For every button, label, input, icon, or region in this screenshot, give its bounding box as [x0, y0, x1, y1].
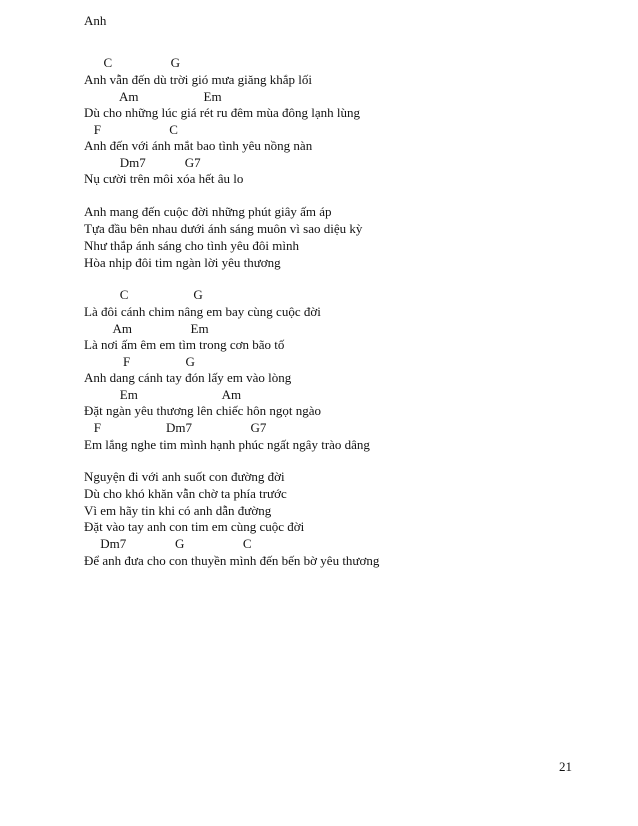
- chord-line: C G: [84, 55, 181, 70]
- chord-line: Dm7 G C: [84, 536, 252, 551]
- lyric-line: Anh mang đến cuộc đời những phút giây ấm áp: [84, 204, 332, 219]
- chord-line: Dm7 G7: [84, 155, 201, 170]
- chord-line: F C: [84, 122, 178, 137]
- lyric-line: Anh vẫn đến dù trời gió mưa giăng khắp lối: [84, 72, 313, 87]
- lyric-line: Để anh đưa cho con thuyền mình đến bến bờ yêu thương: [84, 553, 380, 568]
- lyric-line: Nguyện đi với anh suốt con đường đời: [84, 469, 285, 484]
- chord-line: Am Em: [84, 321, 209, 336]
- lyric-line: Em lắng nghe tim mình hạnh phúc ngất ngây trào dâng: [84, 437, 370, 452]
- lyric-line: Hòa nhịp đôi tim ngàn lời yêu thương: [84, 255, 281, 270]
- chord-line: Am Em: [84, 89, 222, 104]
- lyric-line: Vì em hãy tin khi có anh dẫn đường: [84, 503, 272, 518]
- lyric-line: Đặt vào tay anh con tim em cùng cuộc đời: [84, 519, 305, 534]
- lyric-line: Đặt ngàn yêu thương lên chiếc hôn ngọt ngào: [84, 403, 322, 418]
- lyric-line: Dù cho khó khăn vẫn chờ ta phía trước: [84, 486, 287, 501]
- lyric-line: Nụ cười trên môi xóa hết âu lo: [84, 171, 244, 186]
- chord-line: F G: [84, 354, 195, 369]
- page-number: 21: [559, 759, 572, 774]
- lyric-line: Anh: [84, 13, 107, 28]
- chord-line: F Dm7 G7: [84, 420, 267, 435]
- lyric-line: Như thắp ánh sáng cho tình yêu đôi mình: [84, 238, 300, 253]
- lyric-line: Anh dang cánh tay đón lấy em vào lòng: [84, 370, 292, 385]
- chord-line: C G: [84, 287, 203, 302]
- lyric-line: Là nơi ấm êm em tìm trong cơn bão tố: [84, 337, 285, 352]
- lyric-line: Tựa đầu bên nhau dưới ánh sáng muôn vì sao diệu kỳ: [84, 221, 363, 236]
- lyric-line: Là đôi cánh chim nâng em bay cùng cuộc đời: [84, 304, 321, 319]
- chord-line: Em Am: [84, 387, 242, 402]
- lyric-line: Anh đến với ánh mắt bao tình yêu nồng nàn: [84, 138, 313, 153]
- lyric-line: Dù cho những lúc giá rét ru đêm mùa đông lạnh lùng: [84, 105, 361, 120]
